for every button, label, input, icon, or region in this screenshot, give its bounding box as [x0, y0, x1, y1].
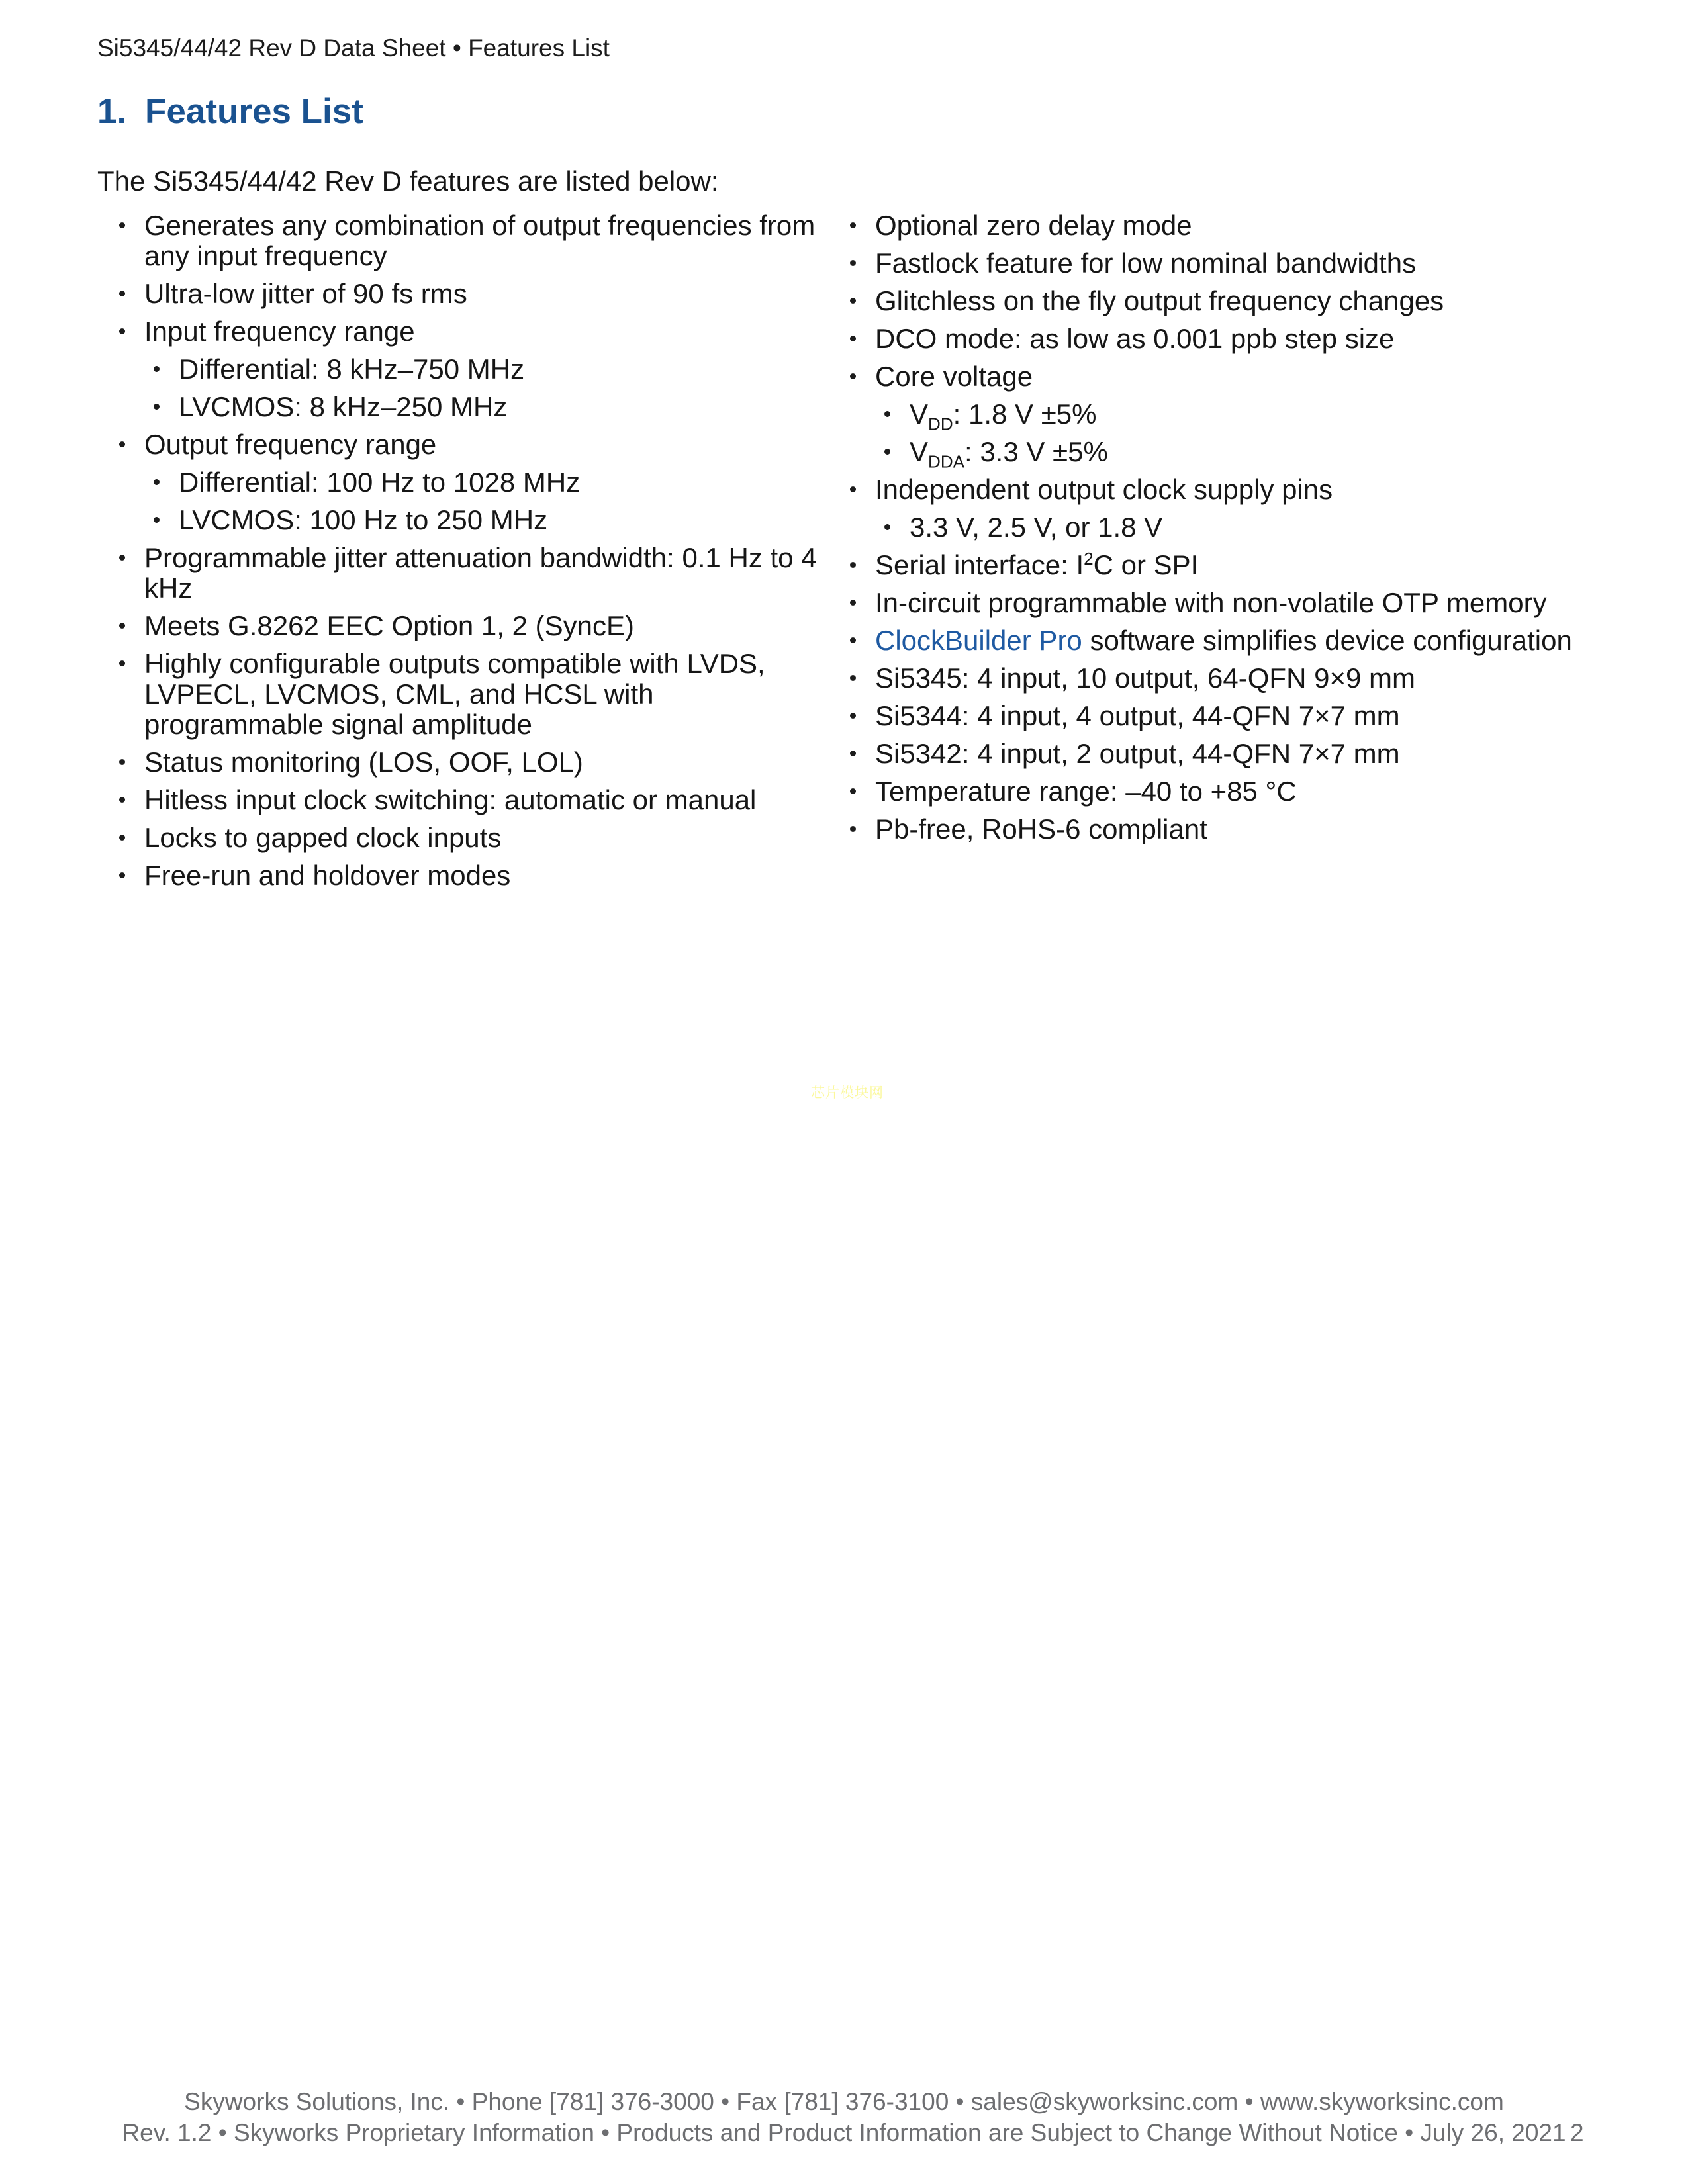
- feature-item: Output frequency range: [111, 430, 823, 460]
- page-number: 2: [1570, 2119, 1584, 2146]
- intro-text: The Si5345/44/42 Rev D features are listed below:: [97, 165, 719, 197]
- feature-subitem: Differential: 8 kHz–750 MHz: [146, 354, 823, 385]
- watermark-text: 芯片模块网: [811, 1085, 884, 1101]
- feature-subitem: LVCMOS: 8 kHz–250 MHz: [146, 392, 823, 422]
- features-column-left: [111, 210, 823, 898]
- running-header: Si5345/44/42 Rev D Data Sheet • Features List: [97, 34, 610, 62]
- feature-item: Glitchless on the fly output frequency changes: [842, 286, 1597, 316]
- feature-subitem: LVCMOS: 100 Hz to 250 MHz: [146, 505, 823, 535]
- feature-subitem-vdda: $V_{DDA}$: 3.3 V ±5%: [876, 437, 1597, 467]
- feature-item: Ultra-low jitter of 90 fs rms: [111, 279, 823, 309]
- feature-item: Input frequency range: [111, 316, 823, 347]
- section-number: 1.: [97, 92, 127, 131]
- feature-item: Locks to gapped clock inputs: [111, 823, 823, 853]
- feature-item: Highly configurable outputs compatible with LVDS, LVPECL, LVCMOS, CML, and HCSL with programmable signal amplitude: [111, 649, 823, 740]
- feature-item: Si5342: 4 input, 2 output, 44-QFN 7×7 mm: [842, 739, 1597, 769]
- section-title: Features List: [145, 92, 363, 131]
- footer-line1: Skyworks Solutions, Inc. • Phone [781] 376-3000 • Fax [781] 376-3100 • sales@skyworksinc.com • www.skyworksinc.com: [184, 2088, 1504, 2115]
- feature-list-left: [111, 210, 823, 891]
- superscript: 2: [1084, 549, 1094, 569]
- features-column-right: [842, 210, 1597, 852]
- feature-item-serial-interface: Serial interface: $I^2C$ or SPI: [842, 550, 1597, 580]
- feature-item: Free-run and holdover modes: [111, 860, 823, 891]
- section-heading: [97, 93, 363, 131]
- page-footer: [0, 2086, 1688, 2148]
- feature-item: Core voltage: [842, 361, 1597, 392]
- subscript: DDA: [928, 451, 964, 472]
- feature-item: Optional zero delay mode: [842, 210, 1597, 241]
- feature-item: Hitless input clock switching: automatic or manual: [111, 785, 823, 815]
- footer-line2: Rev. 1.2 • Skyworks Proprietary Information • Products and Product Information are Subject to Change Without Notice • July 26, 2021: [122, 2119, 1566, 2146]
- feature-subitem: 3.3 V, 2.5 V, or 1.8 V: [876, 512, 1597, 543]
- feature-item: Independent output clock supply pins: [842, 475, 1597, 505]
- feature-item: Generates any combination of output frequencies from any input frequency: [111, 210, 823, 271]
- feature-subitem-vdd: $V_{DD}$: 1.8 V ±5%: [876, 399, 1597, 430]
- feature-item: Pb-free, RoHS-6 compliant: [842, 814, 1597, 844]
- clockbuilder-pro-link[interactable]: ClockBuilder Pro: [875, 625, 1082, 656]
- feature-item: In-circuit programmable with non-volatile OTP memory: [842, 588, 1597, 618]
- feature-item: Status monitoring (LOS, OOF, LOL): [111, 747, 823, 778]
- subscript: DD: [928, 414, 953, 434]
- feature-item: Meets G.8262 EEC Option 1, 2 (SyncE): [111, 611, 823, 641]
- feature-subitem: Differential: 100 Hz to 1028 MHz: [146, 467, 823, 498]
- feature-item: Fastlock feature for low nominal bandwidths: [842, 248, 1597, 279]
- feature-item: Si5345: 4 input, 10 output, 64-QFN 9×9 mm: [842, 663, 1597, 694]
- feature-item: Si5344: 4 input, 4 output, 44-QFN 7×7 mm: [842, 701, 1597, 731]
- feature-item: Programmable jitter attenuation bandwidth: 0.1 Hz to 4 kHz: [111, 543, 823, 604]
- feature-list-right: [842, 210, 1597, 844]
- feature-item: DCO mode: as low as 0.001 ppb step size: [842, 324, 1597, 354]
- feature-item: Temperature range: –40 to +85 °C: [842, 776, 1597, 807]
- feature-item-clockbuilder: ClockBuilder Pro software simplifies device configuration: [842, 625, 1597, 656]
